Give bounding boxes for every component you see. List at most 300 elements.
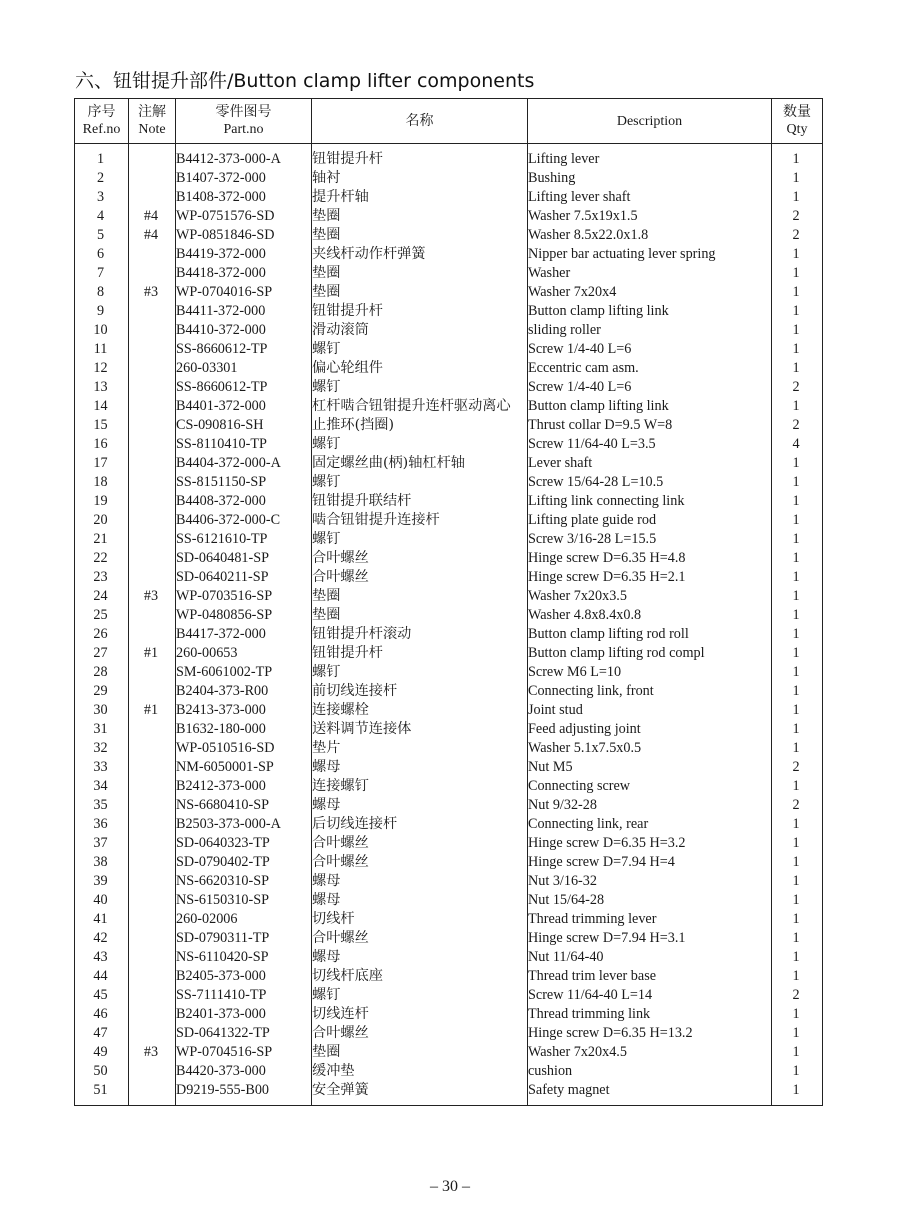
table-row — [75, 853, 823, 872]
cell-desc: Screw 1/4-40 L=6 — [528, 340, 772, 359]
cell-note — [129, 853, 176, 872]
cell-qty: 1 — [772, 492, 823, 511]
cell-part: NS-6680410-SP — [176, 796, 312, 815]
cell-qty: 2 — [772, 378, 823, 397]
page-number: – 30 – — [430, 1178, 470, 1195]
table-row — [75, 245, 823, 264]
cell-note — [129, 986, 176, 1005]
cell-note — [129, 530, 176, 549]
cell-desc: cushion — [528, 1062, 772, 1081]
cell-part: B4401-372-000 — [176, 397, 312, 416]
cell-part: SS-8660612-TP — [176, 340, 312, 359]
cell-part: SS-6121610-TP — [176, 530, 312, 549]
cell-part: NM-6050001-SP — [176, 758, 312, 777]
cell-ref: 5 — [75, 226, 129, 245]
cell-qty: 1 — [772, 454, 823, 473]
table-row — [75, 378, 823, 397]
cell-note — [129, 1062, 176, 1081]
cell-qty: 1 — [772, 815, 823, 834]
cell-qty: 1 — [772, 891, 823, 910]
table-row — [75, 986, 823, 1005]
cell-ref: 2 — [75, 169, 129, 188]
cell-desc: Washer 7x20x3.5 — [528, 587, 772, 606]
cell-ref: 28 — [75, 663, 129, 682]
header-ref-en: Ref.no — [82, 122, 121, 137]
cell-desc: Screw M6 L=10 — [528, 663, 772, 682]
cell-name: 螺母 — [312, 948, 528, 967]
cell-name: 提升杆轴 — [312, 188, 528, 207]
cell-name: 垫圈 — [312, 587, 528, 606]
cell-qty: 1 — [772, 1024, 823, 1043]
cell-note — [129, 302, 176, 321]
cell-desc: Button clamp lifting rod compl — [528, 644, 772, 663]
table-row — [75, 967, 823, 986]
cell-note — [129, 473, 176, 492]
cell-name: 螺钉 — [312, 435, 528, 454]
cell-desc: Nut 9/32-28 — [528, 796, 772, 815]
cell-note — [129, 378, 176, 397]
header-note-en: Note — [138, 122, 166, 137]
cell-desc: Joint stud — [528, 701, 772, 720]
table-row — [75, 302, 823, 321]
cell-qty: 1 — [772, 188, 823, 207]
cell-note — [129, 758, 176, 777]
cell-part: NS-6620310-SP — [176, 872, 312, 891]
cell-desc: Washer 7.5x19x1.5 — [528, 207, 772, 226]
cell-ref: 12 — [75, 359, 129, 378]
cell-note — [129, 321, 176, 340]
cell-note: #3 — [129, 587, 176, 606]
cell-qty: 1 — [772, 834, 823, 853]
header-name: 名称 — [312, 99, 528, 144]
cell-desc: Lifting link connecting link — [528, 492, 772, 511]
cell-ref: 39 — [75, 872, 129, 891]
cell-part: B4404-372-000-A — [176, 454, 312, 473]
cell-note — [129, 663, 176, 682]
header-qty-en: Qty — [786, 122, 808, 137]
cell-part: WP-0704516-SP — [176, 1043, 312, 1062]
cell-note: #4 — [129, 226, 176, 245]
cell-ref: 21 — [75, 530, 129, 549]
cell-name: 垫片 — [312, 739, 528, 758]
table-row — [75, 454, 823, 473]
cell-desc: Washer 7x20x4.5 — [528, 1043, 772, 1062]
table-row — [75, 625, 823, 644]
cell-qty: 1 — [772, 1062, 823, 1081]
table-row — [75, 910, 823, 929]
table-row — [75, 739, 823, 758]
cell-qty: 1 — [772, 720, 823, 739]
cell-ref: 20 — [75, 511, 129, 530]
cell-ref: 34 — [75, 777, 129, 796]
cell-qty: 1 — [772, 967, 823, 986]
cell-qty: 1 — [772, 302, 823, 321]
cell-part: B4417-372-000 — [176, 625, 312, 644]
header-part — [176, 99, 312, 144]
cell-qty: 1 — [772, 549, 823, 568]
cell-ref: 30 — [75, 701, 129, 720]
cell-name: 轴衬 — [312, 169, 528, 188]
cell-note — [129, 891, 176, 910]
cell-ref: 50 — [75, 1062, 129, 1081]
cell-desc: Screw 11/64-40 L=3.5 — [528, 435, 772, 454]
cell-qty: 1 — [772, 245, 823, 264]
cell-desc: Lifting lever — [528, 144, 772, 170]
cell-part: B4412-373-000-A — [176, 144, 312, 170]
cell-qty: 1 — [772, 777, 823, 796]
cell-part: SS-8151150-SP — [176, 473, 312, 492]
cell-part: SD-0641322-TP — [176, 1024, 312, 1043]
cell-name: 合叶螺丝 — [312, 568, 528, 587]
cell-desc: Screw 3/16-28 L=15.5 — [528, 530, 772, 549]
cell-note — [129, 245, 176, 264]
cell-desc: Connecting link, front — [528, 682, 772, 701]
cell-ref: 31 — [75, 720, 129, 739]
cell-ref: 27 — [75, 644, 129, 663]
cell-qty: 1 — [772, 473, 823, 492]
cell-desc: Screw 11/64-40 L=14 — [528, 986, 772, 1005]
cell-ref: 16 — [75, 435, 129, 454]
header-part-cn: 零件图号 — [215, 105, 272, 120]
cell-qty: 1 — [772, 397, 823, 416]
cell-name: 钮钳提升杆 — [312, 644, 528, 663]
cell-note — [129, 1024, 176, 1043]
cell-note — [129, 144, 176, 170]
cell-note — [129, 492, 176, 511]
cell-ref: 41 — [75, 910, 129, 929]
cell-name: 螺母 — [312, 796, 528, 815]
cell-desc: Screw 1/4-40 L=6 — [528, 378, 772, 397]
cell-part: WP-0751576-SD — [176, 207, 312, 226]
cell-part: SD-0640481-SP — [176, 549, 312, 568]
cell-part: B4419-372-000 — [176, 245, 312, 264]
cell-note — [129, 511, 176, 530]
cell-ref: 1 — [75, 144, 129, 170]
table-row — [75, 188, 823, 207]
cell-ref: 3 — [75, 188, 129, 207]
cell-qty: 1 — [772, 948, 823, 967]
cell-note — [129, 606, 176, 625]
cell-ref: 9 — [75, 302, 129, 321]
cell-note — [129, 435, 176, 454]
cell-note — [129, 796, 176, 815]
cell-name: 螺钉 — [312, 663, 528, 682]
cell-name: 连接螺钉 — [312, 777, 528, 796]
cell-name: 切线杆底座 — [312, 967, 528, 986]
cell-name: 垫圈 — [312, 283, 528, 302]
cell-part: B2404-373-R00 — [176, 682, 312, 701]
cell-ref: 23 — [75, 568, 129, 587]
cell-ref: 36 — [75, 815, 129, 834]
cell-note — [129, 815, 176, 834]
cell-ref: 26 — [75, 625, 129, 644]
table-row — [75, 1081, 823, 1106]
cell-name: 合叶螺丝 — [312, 853, 528, 872]
cell-qty: 1 — [772, 1043, 823, 1062]
header-ref-cn: 序号 — [87, 105, 116, 120]
cell-qty: 1 — [772, 283, 823, 302]
cell-name: 合叶螺丝 — [312, 834, 528, 853]
cell-desc: sliding roller — [528, 321, 772, 340]
cell-ref: 25 — [75, 606, 129, 625]
cell-desc: Hinge screw D=7.94 H=3.1 — [528, 929, 772, 948]
cell-desc: Hinge screw D=6.35 H=4.8 — [528, 549, 772, 568]
cell-note — [129, 682, 176, 701]
cell-name: 垫圈 — [312, 1043, 528, 1062]
cell-part: SS-7111410-TP — [176, 986, 312, 1005]
cell-qty: 1 — [772, 511, 823, 530]
cell-name: 夹线杆动作杆弹簧 — [312, 245, 528, 264]
cell-note — [129, 625, 176, 644]
cell-note: #4 — [129, 207, 176, 226]
cell-note — [129, 777, 176, 796]
cell-name: 安全弹簧 — [312, 1081, 528, 1106]
cell-desc: Bushing — [528, 169, 772, 188]
cell-ref: 8 — [75, 283, 129, 302]
cell-part: WP-0510516-SD — [176, 739, 312, 758]
cell-desc: Nut 15/64-28 — [528, 891, 772, 910]
cell-qty: 1 — [772, 169, 823, 188]
cell-name: 连接螺栓 — [312, 701, 528, 720]
cell-qty: 1 — [772, 910, 823, 929]
cell-desc: Hinge screw D=7.94 H=4 — [528, 853, 772, 872]
cell-name: 切线连杆 — [312, 1005, 528, 1024]
cell-ref: 33 — [75, 758, 129, 777]
cell-part: CS-090816-SH — [176, 416, 312, 435]
cell-note — [129, 929, 176, 948]
header-note-cn: 注解 — [138, 105, 166, 120]
cell-name: 啮合钮钳提升连接杆 — [312, 511, 528, 530]
cell-ref: 6 — [75, 245, 129, 264]
cell-desc: Hinge screw D=6.35 H=3.2 — [528, 834, 772, 853]
cell-qty: 4 — [772, 435, 823, 454]
cell-name: 钮钳提升联结杆 — [312, 492, 528, 511]
cell-desc: Thread trimming lever — [528, 910, 772, 929]
cell-name: 送料调节连接体 — [312, 720, 528, 739]
cell-note — [129, 397, 176, 416]
table-row — [75, 948, 823, 967]
cell-ref: 46 — [75, 1005, 129, 1024]
cell-part: SM-6061002-TP — [176, 663, 312, 682]
table-row — [75, 340, 823, 359]
cell-desc: Connecting screw — [528, 777, 772, 796]
cell-qty: 1 — [772, 663, 823, 682]
cell-name: 螺钉 — [312, 986, 528, 1005]
cell-note: #3 — [129, 283, 176, 302]
cell-note — [129, 1005, 176, 1024]
cell-name: 合叶螺丝 — [312, 549, 528, 568]
table-row — [75, 777, 823, 796]
cell-desc: Lifting lever shaft — [528, 188, 772, 207]
table-row — [75, 758, 823, 777]
cell-part: B4411-372-000 — [176, 302, 312, 321]
cell-qty: 2 — [772, 226, 823, 245]
cell-ref: 13 — [75, 378, 129, 397]
cell-desc: Screw 15/64-28 L=10.5 — [528, 473, 772, 492]
cell-name: 螺钉 — [312, 473, 528, 492]
cell-name: 合叶螺丝 — [312, 1024, 528, 1043]
cell-name: 前切线连接杆 — [312, 682, 528, 701]
header-desc: Description — [528, 99, 772, 144]
cell-part: 260-02006 — [176, 910, 312, 929]
cell-desc: Nut 11/64-40 — [528, 948, 772, 967]
table-row — [75, 1043, 823, 1062]
cell-qty: 1 — [772, 587, 823, 606]
table-row — [75, 1005, 823, 1024]
table-row — [75, 511, 823, 530]
cell-note — [129, 720, 176, 739]
cell-name: 垫圈 — [312, 264, 528, 283]
cell-part: SS-8660612-TP — [176, 378, 312, 397]
cell-part: SD-0790402-TP — [176, 853, 312, 872]
cell-desc: Connecting link, rear — [528, 815, 772, 834]
cell-part: SD-0640211-SP — [176, 568, 312, 587]
cell-note: #1 — [129, 644, 176, 663]
cell-part: WP-0704016-SP — [176, 283, 312, 302]
cell-name: 偏心轮组件 — [312, 359, 528, 378]
cell-part: B1407-372-000 — [176, 169, 312, 188]
cell-desc: Washer 4.8x8.4x0.8 — [528, 606, 772, 625]
table-row — [75, 226, 823, 245]
cell-qty: 2 — [772, 416, 823, 435]
table-row — [75, 144, 823, 170]
cell-part: WP-0851846-SD — [176, 226, 312, 245]
cell-note — [129, 1081, 176, 1106]
cell-ref: 22 — [75, 549, 129, 568]
cell-name: 杠杆啮合钮钳提升连杆驱动离心 — [312, 397, 528, 416]
cell-ref: 17 — [75, 454, 129, 473]
cell-qty: 1 — [772, 739, 823, 758]
cell-note — [129, 967, 176, 986]
cell-desc: Lifting plate guide rod — [528, 511, 772, 530]
cell-desc: Washer 8.5x22.0x1.8 — [528, 226, 772, 245]
cell-ref: 45 — [75, 986, 129, 1005]
cell-qty: 1 — [772, 340, 823, 359]
cell-part: 260-03301 — [176, 359, 312, 378]
cell-ref: 49 — [75, 1043, 129, 1062]
cell-desc: Eccentric cam asm. — [528, 359, 772, 378]
cell-part: SS-8110410-TP — [176, 435, 312, 454]
cell-part: B4418-372-000 — [176, 264, 312, 283]
cell-desc: Thrust collar D=9.5 W=8 — [528, 416, 772, 435]
cell-ref: 14 — [75, 397, 129, 416]
cell-qty: 1 — [772, 929, 823, 948]
cell-desc: Nut 3/16-32 — [528, 872, 772, 891]
header-part-en: Part.no — [223, 122, 264, 137]
cell-ref: 4 — [75, 207, 129, 226]
table-row — [75, 549, 823, 568]
cell-name: 垫圈 — [312, 207, 528, 226]
cell-name: 螺钉 — [312, 340, 528, 359]
cell-desc: Safety magnet — [528, 1081, 772, 1106]
cell-note: #3 — [129, 1043, 176, 1062]
cell-part: B4410-372-000 — [176, 321, 312, 340]
cell-qty: 1 — [772, 625, 823, 644]
cell-part: B2413-373-000 — [176, 701, 312, 720]
cell-ref: 43 — [75, 948, 129, 967]
cell-qty: 2 — [772, 986, 823, 1005]
table-row — [75, 701, 823, 720]
cell-qty: 1 — [772, 701, 823, 720]
cell-note — [129, 549, 176, 568]
cell-qty: 1 — [772, 321, 823, 340]
cell-desc: Hinge screw D=6.35 H=13.2 — [528, 1024, 772, 1043]
cell-part: B1632-180-000 — [176, 720, 312, 739]
cell-ref: 29 — [75, 682, 129, 701]
header-qty-cn: 数量 — [783, 105, 811, 120]
cell-part: B4420-373-000 — [176, 1062, 312, 1081]
cell-part: B4406-372-000-C — [176, 511, 312, 530]
cell-ref: 35 — [75, 796, 129, 815]
cell-qty: 2 — [772, 758, 823, 777]
cell-part: WP-0480856-SP — [176, 606, 312, 625]
table-row — [75, 264, 823, 283]
cell-qty: 1 — [772, 682, 823, 701]
cell-note — [129, 169, 176, 188]
cell-name: 螺钉 — [312, 378, 528, 397]
cell-qty: 2 — [772, 207, 823, 226]
table-row — [75, 796, 823, 815]
cell-desc: Thread trim lever base — [528, 967, 772, 986]
cell-note — [129, 568, 176, 587]
cell-ref: 10 — [75, 321, 129, 340]
cell-desc: Washer 5.1x7.5x0.5 — [528, 739, 772, 758]
table-row — [75, 587, 823, 606]
cell-part: D9219-555-B00 — [176, 1081, 312, 1106]
cell-name: 钮钳提升杆 — [312, 144, 528, 170]
cell-name: 垫圈 — [312, 226, 528, 245]
cell-ref: 11 — [75, 340, 129, 359]
cell-part: B2401-373-000 — [176, 1005, 312, 1024]
table-row — [75, 815, 823, 834]
table-row — [75, 492, 823, 511]
cell-ref: 15 — [75, 416, 129, 435]
table-row — [75, 169, 823, 188]
cell-qty: 1 — [772, 359, 823, 378]
cell-desc: Feed adjusting joint — [528, 720, 772, 739]
cell-part: B2412-373-000 — [176, 777, 312, 796]
cell-name: 后切线连接杆 — [312, 815, 528, 834]
cell-note — [129, 454, 176, 473]
cell-note — [129, 739, 176, 758]
cell-ref: 44 — [75, 967, 129, 986]
cell-note — [129, 910, 176, 929]
cell-note — [129, 359, 176, 378]
cell-part: SD-0640323-TP — [176, 834, 312, 853]
cell-desc: Button clamp lifting link — [528, 302, 772, 321]
cell-note — [129, 188, 176, 207]
cell-qty: 1 — [772, 606, 823, 625]
cell-name: 切线杆 — [312, 910, 528, 929]
header-qty — [772, 99, 823, 144]
cell-qty: 1 — [772, 1005, 823, 1024]
cell-ref: 7 — [75, 264, 129, 283]
parts-table — [74, 98, 823, 1106]
cell-desc: Button clamp lifting link — [528, 397, 772, 416]
cell-name: 止推环(挡圈) — [312, 416, 528, 435]
table-row — [75, 530, 823, 549]
cell-note — [129, 872, 176, 891]
table-row — [75, 891, 823, 910]
table-row — [75, 435, 823, 454]
cell-desc: Hinge screw D=6.35 H=2.1 — [528, 568, 772, 587]
table-row — [75, 872, 823, 891]
table-row — [75, 321, 823, 340]
cell-ref: 47 — [75, 1024, 129, 1043]
table-row — [75, 663, 823, 682]
cell-qty: 1 — [772, 144, 823, 170]
cell-name: 螺母 — [312, 872, 528, 891]
